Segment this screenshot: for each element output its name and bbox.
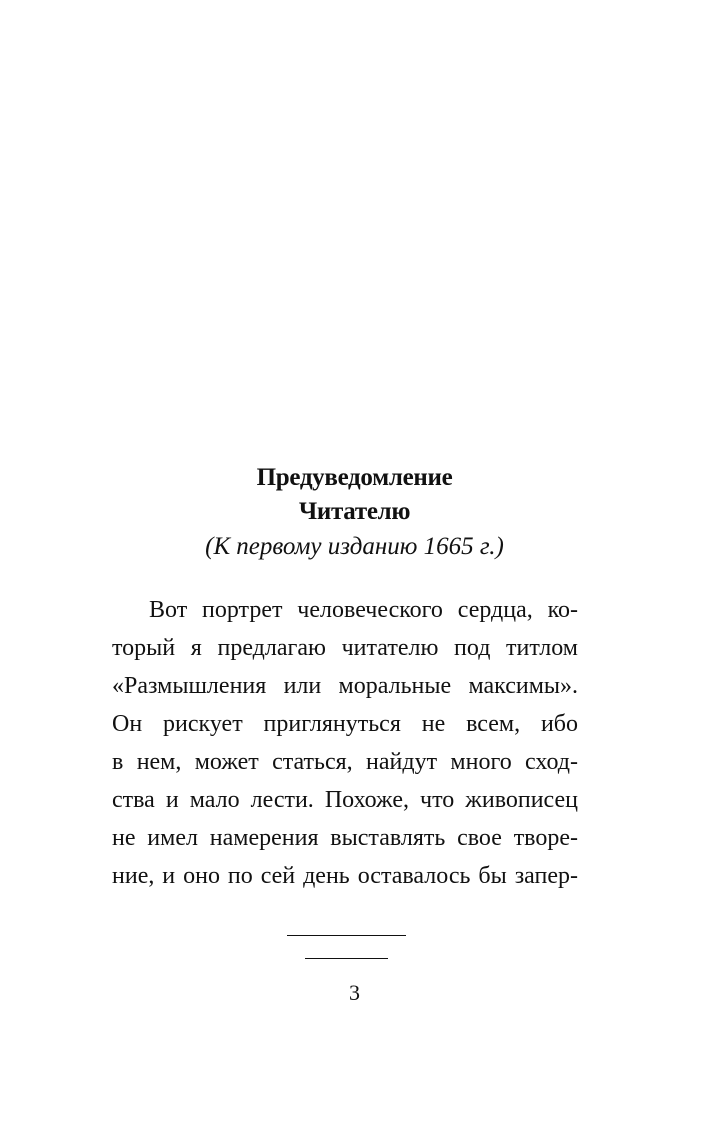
page-title-line-2: Читателю: [298, 498, 411, 525]
body-line: Вот портрет человеческого сердца, ко-: [149, 597, 578, 623]
body-line: не имел намерения выставлять свое творе-: [112, 825, 578, 851]
body-paragraph: [112, 591, 578, 895]
page-title-line-1: Предуведомление: [256, 464, 453, 491]
page-number: 3: [349, 980, 360, 1005]
body-line: Он рискует приглянуться не всем, ибо: [112, 711, 578, 737]
page-subtitle: (К первому изданию 1665 г.): [205, 533, 504, 560]
body-line: в нем, может статься, найдут много сход-: [112, 749, 578, 775]
body-line: «Размышления или моральные максимы».: [112, 673, 578, 699]
footer-divider-long: [287, 935, 406, 936]
body-line: торый я предлагаю читателю под титлом: [112, 635, 578, 661]
body-line: ние, и оно по сей день оставалось бы запер-: [112, 863, 578, 889]
footer-divider-short: [305, 958, 388, 959]
body-line: ства и мало лести. Похоже, что живописец: [112, 787, 578, 813]
